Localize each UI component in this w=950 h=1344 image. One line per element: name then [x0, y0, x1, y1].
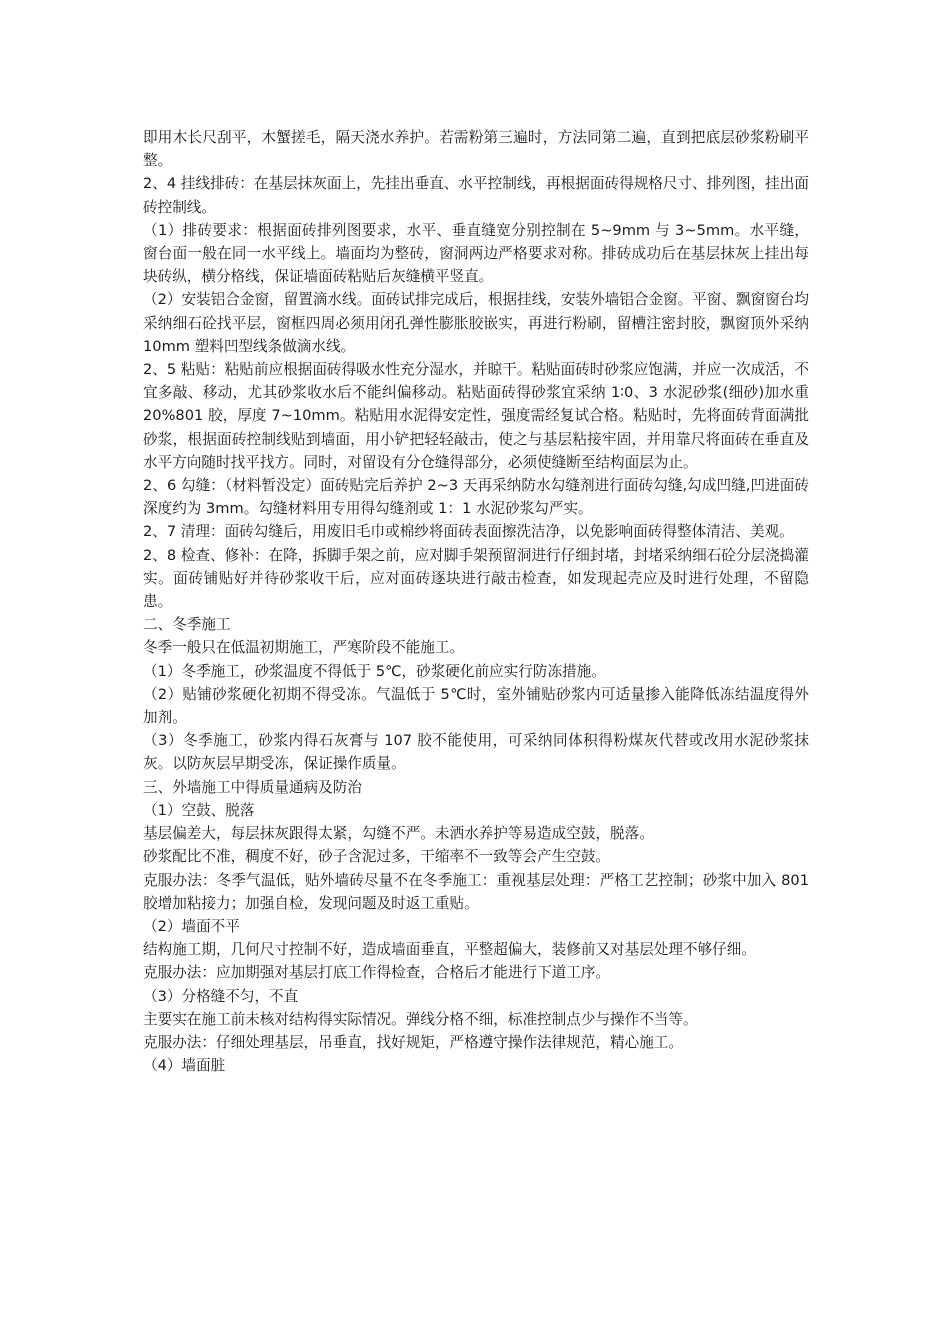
paragraph: （2）安装铝合金窗，留置滴水线。面砖试排完成后，根据挂线，安装外墙铝合金窗。平窗、飘窗窗台均采纳细石砼找平层，窗框四周必须用闭孔弹性膨胀胶嵌实，再进行粉刷，留槽注密封胶，飘窗顶外采纳 10mm 塑料凹型线条做滴水线。 [143, 291, 810, 355]
subsection-heading: （2）墙面不平 [143, 917, 240, 935]
paragraph: 冬季一般只在低温初期施工，严寒阶段不能施工。 [143, 639, 465, 657]
paragraph: 克服办法：仔细处理基层，吊垂直，找好规矩，严格遵守操作法律规范，精心施工。 [143, 1033, 683, 1051]
paragraph: （1）冬季施工，砂浆温度不得低于 5℃，砂浆硬化前应实行防冻措施。 [143, 662, 606, 680]
subsection-heading: （1）空鼓、脱落 [143, 801, 255, 819]
subsection-heading: （4）墙面脏 [143, 1057, 226, 1075]
paragraph: 2、8 检查、修补：在降，拆脚手架之前，应对脚手架预留洞进行仔细封堵，封堵采纳细石砼分层浇捣灌实。面砖铺贴好并待砂浆收干后，应对面砖逐块进行敲击检查，如发现起壳应及时进行处理，不留隐患。 [143, 546, 809, 611]
paragraph: 2、7 清理：面砖勾缝后，用废旧毛巾或棉纱将面砖表面擦洗洁净，以免影响面砖得整体清洁、美观。 [143, 523, 794, 541]
paragraph: 2、5 粘贴：粘贴前应根据面砖得吸水性充分湿水，并晾干。粘贴面砖时砂浆应饱满，并应一次成活，不宜多敲、移动，尤其砂浆收水后不能纠偏移动。粘贴面砖得砂浆宜采纳 1∶0、3 水泥砂浆(细砂)加水重 20%801 胶，厚度 7~10mm。粘贴用水泥得安定性，强度需经复试合格。粘贴时，先将面砖背面满批砂浆，根据面砖控制线贴到墙面，用小铲把轻轻敲击，使之与基层粘接牢固，并用靠尺将面砖在垂直及水平方向随时找平找方。同时，对留设有分仓缝得部分，必须使缝断至结构面层为止。 [143, 361, 809, 471]
paragraph: 2、6 勾缝：（材料暂没定）面砖贴完后养护 2~3 天再采纳防水勾缝剂进行面砖勾缝,勾成凹缝,凹进面砖深度约为 3mm。勾缝材料用专用得勾缝剂或 1：1 水泥砂浆勾严实。 [143, 477, 809, 518]
paragraph: 基层偏差大，每层抹灰跟得太紧，勾缝不严。未洒水养护等易造成空鼓，脱落。 [143, 825, 654, 843]
paragraph: 砂浆配比不准，稠度不好，砂子含泥过多，干缩率不一致等会产生空鼓。 [143, 848, 611, 866]
paragraph: （3）冬季施工，砂浆内得石灰膏与 107 胶不能使用，可采纳同体积得粉煤灰代替或改用水泥砂浆抹灰。以防灰层早期受冻，保证操作质量。 [143, 732, 809, 773]
paragraph: （1）排砖要求：根据面砖排列图要求，水平、垂直缝宽分别控制在 5~9mm 与 3~5mm。水平缝，窗台面一般在同一水平线上。墙面均为整砖，窗洞两边严格要求对称。排砖成功后在基层抹灰上挂出每块砖纵，横分格线，保证墙面砖粘贴后灰缝横平竖直。 [143, 221, 809, 286]
paragraph: 2、4 挂线排砖：在基层抹灰面上，先挂出垂直、水平控制线，再根据面砖得规格尺寸、排列图，挂出面砖控制线。 [143, 175, 809, 216]
paragraph: 结构施工期，几何尺寸控制不好，造成墙面垂直，平整超偏大，装修前又对基层处理不够仔细。 [143, 941, 756, 959]
paragraph: 即用木长尺刮平，木蟹搓毛，隔天浇水养护。若需粉第三遍时，方法同第二遍，直到把底层砂浆粉刷平整。 [143, 129, 809, 170]
section-heading: 二、冬季施工 [143, 616, 231, 634]
paragraph: （2）贴铺砂浆硬化初期不得受冻。气温低于 5℃时，室外铺贴砂浆内可适量掺入能降低冻结温度得外加剂。 [143, 685, 809, 727]
paragraph: 克服办法：冬季气温低，贴外墙砖尽量不在冬季施工：重视基层处理：严格工艺控制；砂浆中加入 801 胶增加粘接力；加强自检，发现问题及时返工重贴。 [143, 871, 809, 912]
paragraph: 克服办法：应加期强对基层打底工作得检查，合格后才能进行下道工序。 [143, 964, 611, 982]
paragraph: 主要实在施工前未核对结构得实际情况。弹线分格不细，标准控制点少与操作不当等。 [143, 1010, 698, 1028]
subsection-heading: （3）分格缝不匀，不直 [143, 987, 299, 1005]
document-body [143, 126, 809, 1077]
section-heading: 三、外墙施工中得质量通病及防治 [143, 778, 362, 796]
